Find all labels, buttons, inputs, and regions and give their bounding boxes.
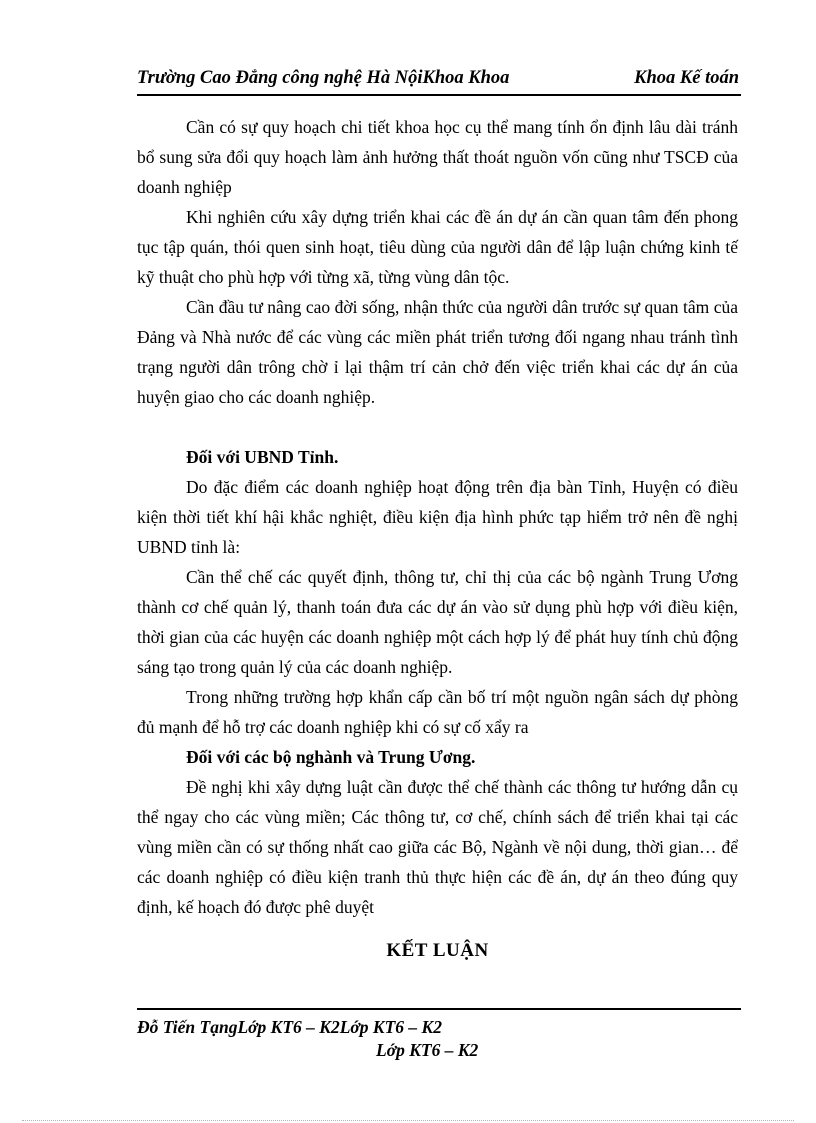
- paragraph-planning: Cần có sự quy hoạch chi tiết khoa học cụ thể mang tính ổn định lâu dài tránh bổ sung sửa đổi quy hoạch làm ảnh hưởng thất thoát nguồn vốn cũng như TSCĐ của doanh nghiệp: [137, 117, 738, 197]
- header-school-name: Trường Cao Đẳng công nghệ Hà NộiKhoa Khoa: [137, 68, 510, 88]
- page-header: [137, 66, 741, 96]
- page-bottom-divider: [22, 1120, 794, 1121]
- section-heading-ministries: Đối với các bộ nghành và Trung Ương.: [186, 747, 476, 767]
- body-text: [137, 112, 738, 922]
- conclusion-heading: KẾT LUẬN: [386, 940, 489, 961]
- footer-author-class: Đỗ Tiến TạngLớp KT6 – K2Lớp KT6 – K2: [137, 1017, 442, 1037]
- page-footer: [137, 1008, 741, 1062]
- paragraph-research: Khi nghiên cứu xây dựng triển khai các đề án dự án cần quan tâm đến phong tục tập quán, thói quen sinh hoạt, tiêu dùng của người dân để lập luận chứng kinh tế kỹ thuật cho phù hợp với từng xã, từng vùng dân tộc.: [137, 207, 738, 287]
- paragraph-investment: Cần đầu tư nâng cao đời sống, nhận thức của người dân trước sự quan tâm của Đảng và Nhà nước để các vùng các miền phát triển tương đối ngang nhau tránh tình trạng người dân trông chờ ỉ lại thậm trí cản chở đến việc triển khai các dự án của huyện giao cho các doanh nghiệp.: [137, 297, 738, 407]
- paragraph-ministries: Đề nghị khi xây dựng luật cần được thể chế thành các thông tư hướng dẫn cụ thể ngay cho các vùng miền; Các thông tư, cơ chế, chính sách để triển khai tại các vùng miền cần có sự thống nhất cao giữa các Bộ, Ngành về nội dung, thời gian… để các doanh nghiệp có điều kiện tranh thủ thực hiện các đề án, dự án theo đúng quy định, kế hoạch đó được phê duyệt: [137, 777, 738, 917]
- paragraph-province-regulation: Cần thể chế các quyết định, thông tư, chỉ thị của các bộ ngành Trung Ương thành cơ chế quản lý, thanh toán đưa các dự án vào sử dụng phù hợp với điều kiện, thời gian của các huyện các doanh nghiệp một cách hợp lý để phát huy tính chủ động sáng tạo trong quản lý của các doanh nghiệp.: [137, 567, 738, 677]
- paragraph-spacer: [137, 412, 738, 442]
- header-department: Khoa Kế toán: [634, 68, 739, 88]
- paragraph-province-context: Do đặc điểm các doanh nghiệp hoạt động trên địa bàn Tỉnh, Huyện có điều kiện thời tiết khí hậi khắc nghiệt, điều kiện địa hình phức tạp hiểm trở nên đề nghị UBND tỉnh là:: [137, 477, 738, 557]
- paragraph-emergency-budget: Trong những trường hợp khẩn cấp cần bố trí một nguồn ngân sách dự phòng đủ mạnh để hỗ trợ các doanh nghiệp khi có sự cố xẩy ra: [137, 687, 738, 737]
- section-heading-province: Đối với UBND Tỉnh.: [186, 447, 339, 467]
- footer-class: Lớp KT6 – K2: [376, 1040, 479, 1060]
